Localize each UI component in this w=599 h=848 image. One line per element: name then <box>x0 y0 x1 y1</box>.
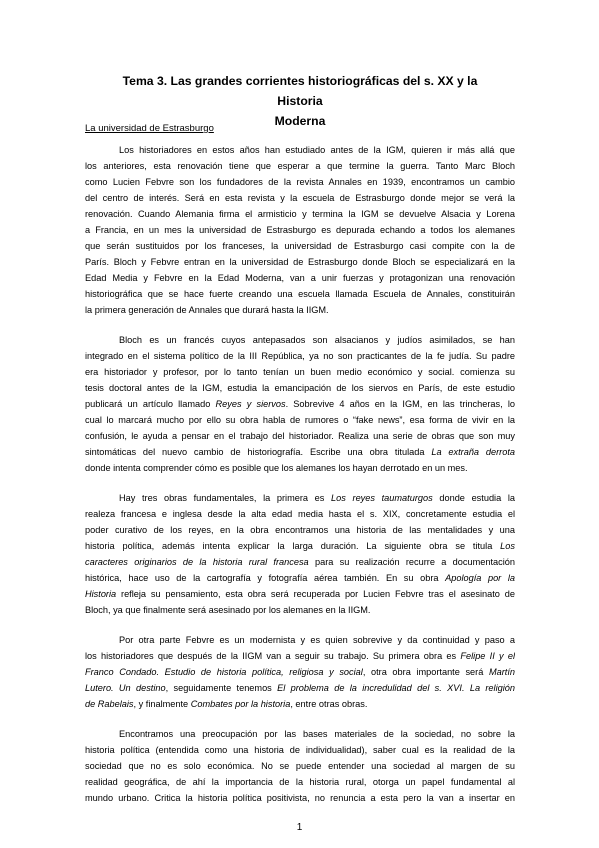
text-line: confusión, le ayuda a pensar en el trabajo del historiador. Realiza una serie de obras que son muy <box>85 431 515 441</box>
text-line: como Lucien Febvre son los fundadores de la revista Annales en 1939, encontramos un cambio <box>85 177 515 187</box>
italic-title: Apología por la <box>445 573 515 583</box>
italic-title: Lutero. Un destino <box>85 683 166 693</box>
text-line: poder curativo de los reyes, en la obra encontramos una historia de las mentalidades y una <box>85 525 515 535</box>
text-line: Historia refleja su pensamiento, esta obra será recuperada por Lucien Febvre tras el asesinato de <box>85 589 515 599</box>
text-line: histórica, hace uso de la cartografía y fotografía aérea también. En su obra Apología por la <box>85 573 515 583</box>
text-line: Por otra parte Febvre es un modernista y es quien sobrevive y da continuidad y paso a <box>119 635 515 645</box>
text-line: integrado en el sistema político de la III República, ya no son practicantes de la fe judía. Su padre <box>85 351 515 361</box>
text-line: a Francia, en un mes la universidad de Estrasburgo es depurada echando a todos los alemanes <box>85 225 515 235</box>
text-line: del centro de interés. Será en esta revista y la escuela de Estrasburgo donde mejor se verá la <box>85 193 515 203</box>
title-line-1: Tema 3. Las grandes corrientes historiográficas del s. XX y la Historia <box>122 74 478 108</box>
title-line-2: Moderna <box>274 114 326 128</box>
italic-title: La extraña derrota <box>431 447 515 457</box>
italic-title: Reyes y siervos <box>215 399 286 409</box>
text-line: renovación. Cuando Alemania firma el armisticio y termina la IGM se devuelve Alsacia y Lorena <box>85 209 515 219</box>
text-line: realeza francesa e inglesa desde la alta edad media hasta el s. XIX, concretamente estudia el <box>85 509 515 519</box>
page-number: 1 <box>296 822 303 833</box>
italic-title: Felipe II y el <box>460 651 515 661</box>
italic-title: de Rabelais <box>85 699 134 709</box>
text-line: era historiador y profesor, por lo tanto tenían un buen medio económico y social. comienza su <box>85 367 515 377</box>
text-line: historiográfica que se hace fuerte creando una escuela llamada Escuela de Annales, constituirán <box>85 289 515 299</box>
text-line: Los historiadores en estos años han estudiado antes de la IGM, quieren ir más allá que <box>119 145 515 155</box>
text-line: cual lo marcará mucho por ello su obra habla de rumores o “fake news”, esa forma de vivir en la <box>85 415 515 425</box>
text-line: de Rabelais, y finalmente Combates por la historia, entre otras obras. <box>85 699 368 709</box>
italic-title: Franco Condado. Estudio de historia política, religiosa y social <box>85 667 363 677</box>
text-line: caracteres originarios de la historia rural francesa para su realización recurre a documentación <box>85 557 515 567</box>
text-line: sociedad que no es solo económica. No se puede entender una sociedad al margen de su <box>85 761 515 771</box>
section-heading: La universidad de Estrasburgo <box>85 123 214 134</box>
italic-title: Los reyes taumaturgos <box>331 493 433 503</box>
text-line: Franco Condado. Estudio de historia política, religiosa y social, otra obra importante será Martín <box>85 667 515 677</box>
text-line: Hay tres obras fundamentales, la primera es Los reyes taumaturgos donde estudia la <box>119 493 515 503</box>
text-line: sintomáticas del nuevo cambio de historiografía. Escribe una obra titulada La extraña derrota <box>85 447 515 457</box>
italic-title: Combates por la historia <box>190 699 291 709</box>
text-line: tesis doctoral antes de la IGM, estudia la emancipación de los siervos en París, de este estudio <box>85 383 515 393</box>
text-line: que serán sustituidos por los franceses, la universidad de Estrasburgo casi compite con la de <box>85 241 515 251</box>
text-line: realidad geográfica, de ahí la importancia de la historia rural, otorga un papel fundamental al <box>85 777 515 787</box>
italic-title: Los <box>500 541 515 551</box>
italic-title: caracteres originarios de la historia rural francesa <box>85 557 309 567</box>
italic-title: El problema de la incredulidad del s. XVI. La religión <box>277 683 515 693</box>
text-line: los historiadores que después de la IIGM van a seguir su trabajo. Su primera obra es Felipe II y el <box>85 651 515 661</box>
text-line: Encontramos una preocupación por las bases materiales de la sociedad, no sobre la <box>119 729 515 739</box>
text-line: París. Bloch y Febvre entran en la universidad de Estrasburgo donde Bloch se especializará en la <box>85 257 515 267</box>
italic-title: Martín <box>488 667 515 677</box>
text-line: Bloch es un francés cuyos antepasados son alsacianos y judíos asimilados, se han <box>119 335 515 345</box>
text-line: Edad Media y Febvre en la Edad Moderna, van a unir fuerzas y protagonizan una renovación <box>85 273 515 283</box>
text-line: los anteriores, esta renovación tiene que esperar a que termine la guerra. Tanto Marc Bloch <box>85 161 515 171</box>
italic-title: Historia <box>85 589 117 599</box>
text-line: publicará un artículo llamado Reyes y siervos. Sobrevive 4 años en la IGM, en las trincheras, lo <box>85 399 515 409</box>
text-line: Lutero. Un destino, seguidamente tenemos El problema de la incredulidad del s. XVI. La religión <box>85 683 515 693</box>
text-line: historia política, además intenta explicar la larga duración. La siguiente obra se titula Los <box>85 541 515 551</box>
text-line: donde intenta comprender cómo es posible que los alemanes los hayan derrotado en un mes. <box>85 463 468 473</box>
text-line: Bloch, ya que finalmente será asesinado por los alemanes en la IIGM. <box>85 605 371 615</box>
text-line: mundo urbano. Critica la historia política positivista, no renuncia a esta pero la van a insertar en <box>85 793 515 803</box>
text-line: historia política (entendida como una historia de individualidad), saber cual es la realidad de la <box>85 745 515 755</box>
text-line: la primera generación de Annales que durará hasta la IIGM. <box>85 305 329 315</box>
